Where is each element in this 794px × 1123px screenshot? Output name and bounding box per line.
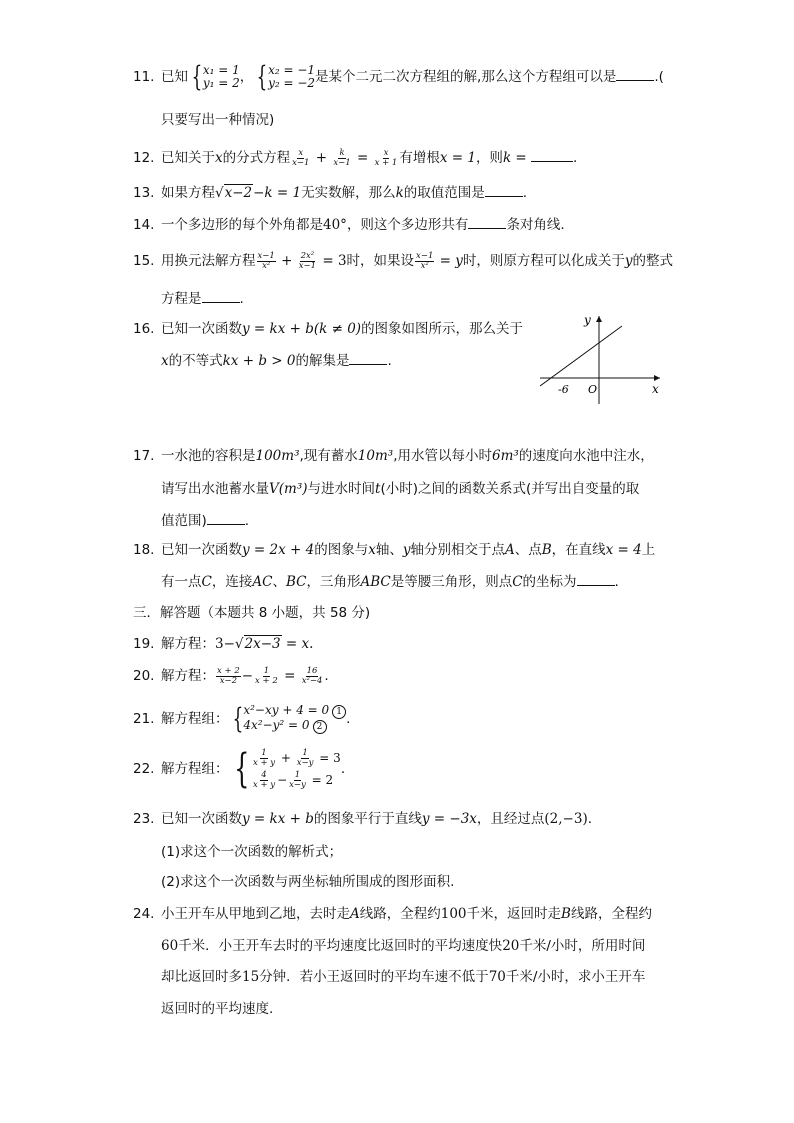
answer-blank <box>349 352 387 365</box>
question-20: 20. 解方程： $\frac{x + 2}{x-2}$ − $\frac{1}{x + 2}$ = $\frac{16}{\text{x²−4}}$ . <box>133 665 329 686</box>
question-11-cont: 只要写出一种情况) <box>161 112 275 128</box>
question-19: 19. 解方程：3−√2x−3 = x. <box>133 636 314 652</box>
system-2: { x₂ = −1 y₂ = −2 <box>256 60 316 93</box>
question-17: 17. 一水池的容积是100m³,现有蓄水10m³,用水管以每小时6m³的速度向水池中注水， <box>133 448 654 464</box>
answer-blank <box>531 149 573 162</box>
question-18: 18. 已知一次函数y = 2x + 4的图象与x轴、y轴分别相交于点A、点B，在直线x = 4上 <box>133 542 656 558</box>
answer-blank <box>616 68 654 81</box>
intercept-label: -6 <box>558 383 569 396</box>
question-16-cont: x的不等式kx + b > 0的解集是 . <box>161 353 392 369</box>
system-1: { x₁ = 1 y₁ = 2 <box>191 60 240 93</box>
question-22: 22. 解方程组： { $\frac{1}{x + y}$ + $\frac{1}{x-y}$ = 3 $\frac{4}{x + y}$ − $\frac{1}{x-y}$ = 2 . <box>133 746 346 792</box>
question-24-cont2: 却比返回时多15分钟．若小王返回时的平均车速不低于70千米/小时，求小王开车 <box>161 969 646 985</box>
x-label: x <box>652 382 659 396</box>
question-23: 23. 已知一次函数y = kx + b的图象平行于直线y = −3x，且经过点(2,−3). <box>133 811 593 827</box>
question-24: 24. 小王开车从甲地到乙地，去时走A线路，全程约100千米，返回时走B线路，全程约 <box>133 906 652 922</box>
section-heading: 三．解答题（本题共 8 小题，共 58 分) <box>133 605 371 621</box>
x-axis-arrow <box>654 375 660 381</box>
origin-label: O <box>588 383 598 396</box>
answer-blank <box>202 290 240 303</box>
answer-blank <box>468 216 506 229</box>
answer-blank <box>207 512 245 525</box>
answer-blank <box>577 573 615 586</box>
question-17-cont2: 值范围) . <box>161 513 250 529</box>
question-15-cont: 方程是 . <box>161 291 244 307</box>
y-axis-arrow <box>596 316 602 322</box>
question-21: 21. 解方程组： { x²−xy + 4 = 0 1 4x²−y² = 0 2 . <box>133 702 351 735</box>
function-graph <box>530 312 670 408</box>
answer-blank <box>485 184 523 197</box>
question-18-cont: 有一点C，连接AC、BC，三角形ABC是等腰三角形，则点C的坐标为 . <box>161 574 619 590</box>
question-23-part-2: (2)求这个一次函数与两坐标轴所围成的图形面积. <box>161 874 455 890</box>
question-number: 11. <box>133 69 155 85</box>
question-14: 14. 一个多边形的每个外角都是40°，则这个多边形共有 条对角线. <box>133 217 565 233</box>
question-13: 13. 如果方程√x−2−k = 1无实数解，那么k的取值范围是 . <box>133 185 528 201</box>
question-16: 16. 已知一次函数y = kx + b(k ≠ 0)的图象如图所示，那么关于 <box>133 321 524 337</box>
question-15: 15. 用换元法解方程 $\frac{x-1}{\text{x²}}$ + $\frac{\text{2x²}}{x-1}$ = 3时，如果设 $\frac{x-1}{\text{x²}}$ = y时，则原方程可以化成关于y的整式 <box>133 250 674 271</box>
function-line <box>540 326 622 386</box>
question-17-cont: 请写出水池蓄水量V(m³)与进水时间t(小时)之间的函数关系式(并写出自变量的取 <box>161 481 640 497</box>
question-23-part-1: (1)求这个一次函数的解析式； <box>161 844 343 860</box>
question-24-cont3: 返回时的平均速度. <box>161 1001 274 1017</box>
question-11: 11. 已知 { x₁ = 1 y₁ = 2 ， { x₂ = −1 y₂ = −2 是某个二元二次方程组的解,那么这个方程组可以是 .( <box>133 60 664 93</box>
y-label: y <box>584 313 591 327</box>
question-24-cont: 60千米．小王开车去时的平均速度比返回时的平均速度快20千米/小时，所用时间 <box>161 938 646 954</box>
question-12: 12. 已知关于x的分式方程 $\frac{x}{x-1}$ + $\frac{k}{x-1}$ = $\frac{x}{x + 1}$ 有增根x = 1，则k = . <box>133 147 578 168</box>
